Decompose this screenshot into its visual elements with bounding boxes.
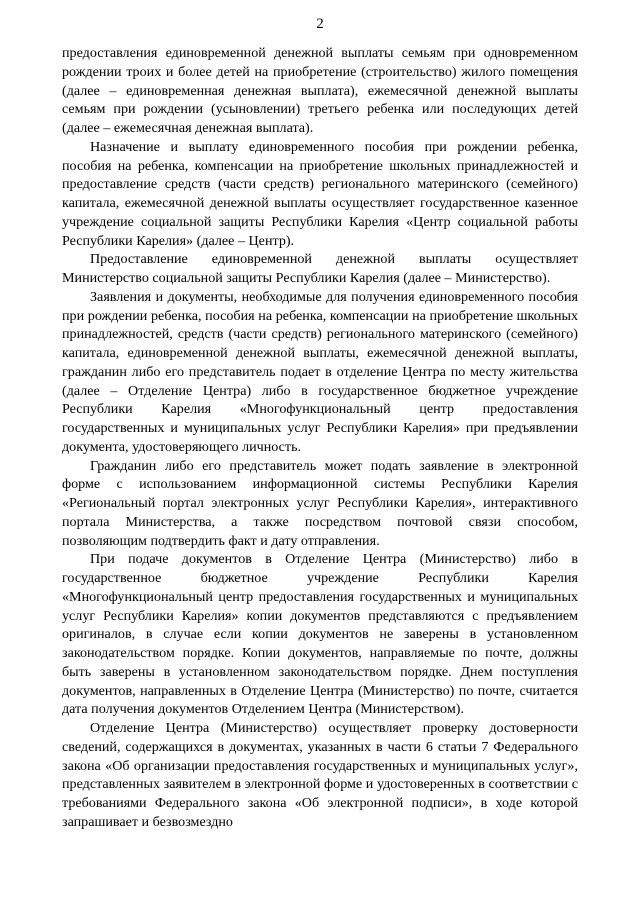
paragraph-7: Отделение Центра (Министерство) осуществляет проверку достоверности сведений, содержащихся в документах, указанных в части 6 статьи 7 Федерального закона «Об организации предоставления государственных и муниципальных услуг», представленных заявителем в электронной форме и удостоверенных в соответствии с требованиями Федерального закона «Об электронной подписи», в ходе которой запрашивает и безвозмездно: [62, 720, 578, 830]
paragraph-6: При подаче документов в Отделение Центра (Министерство) либо в государственное бюджетное учреждение Республики Карелия «Многофункциональный центр предоставления государственных и муниципальных услуг Республики Карелия» копии документов представляются с предъявлением оригиналов, в случае если копии документов не заверены в установленном законодательством порядке. Копии документов, направляемые по почте, должны быть заверены в установленном законодательством порядке. Днем поступления документов, направленных в Отделение Центра (Министерство) по почте, считается дата получения документов Отделением Центра (Министерством).: [62, 551, 578, 718]
paragraph-1: предоставления единовременной денежной выплаты семьям при одновременном рождении троих и более детей на приобретение (строительство) жилого помещения (далее – единовременная денежная выплата), ежемесячной денежной выплаты семьям при рождении (усыновлении) третьего ребенка или последующих детей (далее – ежемесячная денежная выплата).: [62, 45, 578, 136]
paragraph-3: Предоставление единовременной денежной выплаты осуществляет Министерство социальной защиты Республики Карелия (далее – Министерство).: [62, 251, 578, 286]
page-number: 2: [316, 16, 324, 32]
paragraph-4: Заявления и документы, необходимые для получения единовременного пособия при рождении ребенка, пособия на ребенка, компенсации на приобретение школьных принадлежностей, средств (части средств) регионального материнского (семейного) капитала, единовременной денежной выплаты, ежемесячной денежной выплаты, гражданин либо его представитель подает в отделение Центра по месту жительства (далее – Отделение Центра) либо в государственное бюджетное учреждение Республики Карелия «Многофункциональный центр предоставления государственных и муниципальных услуг Республики Карелия» при предъявлении документа, удостоверяющего личность.: [62, 288, 578, 455]
document-body: [62, 44, 578, 832]
paragraph-5: Гражданин либо его представитель может подать заявление в электронной форме с использованием информационной системы Республики Карелия «Региональный портал электронных услуг Республики Карелия», интерактивного портала Министерства, а также посредством почтовой связи способом, позволяющим подтвердить факт и дату отправления.: [62, 457, 578, 549]
paragraph-2: Назначение и выплату единовременного пособия при рождении ребенка, пособия на ребенка, компенсации на приобретение школьных принадлежностей и предоставление средств (части средств) регионального материнского (семейного) капитала, ежемесячной денежной выплаты осуществляет государственное казенное учреждение социальной защиты Республики Карелия «Центр социальной работы Республики Карелия» (далее – Центр).: [62, 138, 578, 249]
